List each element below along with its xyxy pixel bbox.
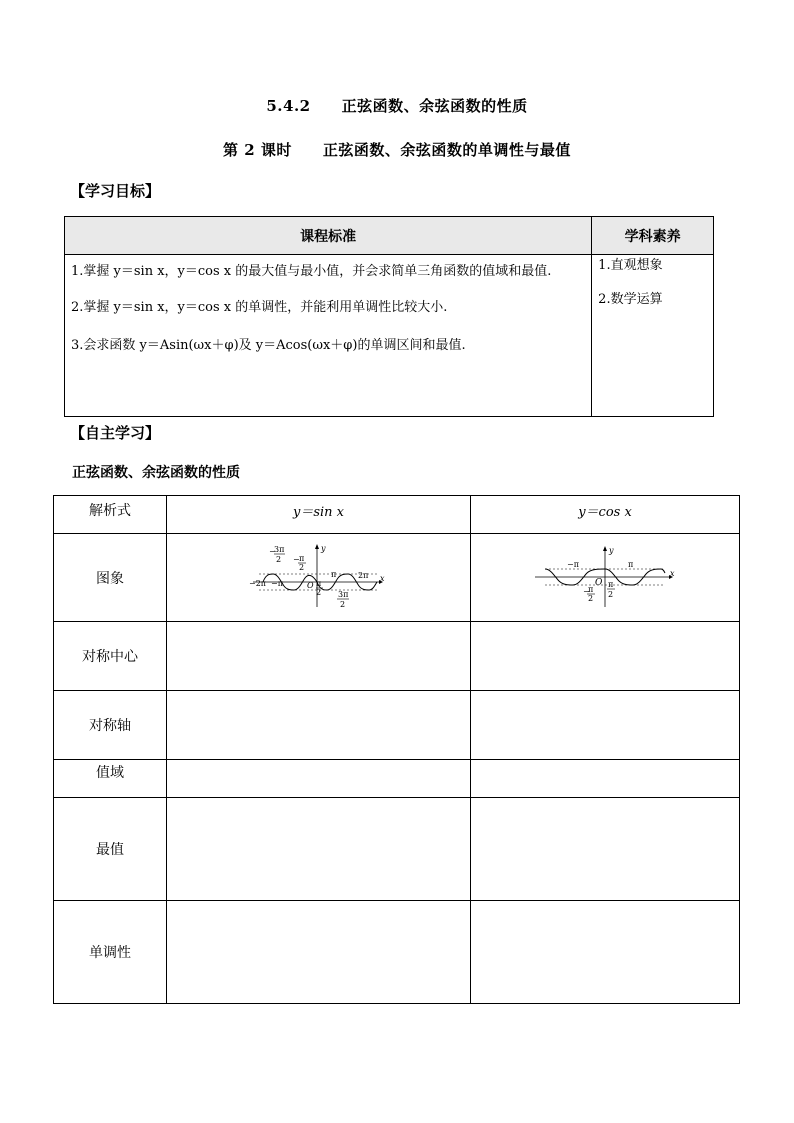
sin-graph-cell [167,534,471,622]
cos-range-cell[interactable] [471,760,740,798]
sin-expression: y＝sin x [167,496,471,534]
label-pi-2: π [608,579,614,589]
label-den: 2 [608,589,614,599]
subject-literacy-cell [592,255,714,417]
label-pi: π [628,559,634,569]
label-neg-sign: − [292,554,300,564]
label-neg-3pi: 3π [273,544,284,554]
row-label-axis: 对称轴 [54,691,167,760]
label-neg-pi-axis: −π [270,578,283,588]
y-arrow-icon [603,546,607,551]
sin-graph [249,541,389,611]
label-pi: π [330,569,336,579]
origin-label: O [595,577,603,588]
cos-axis-cell[interactable] [471,691,740,760]
y-label: y [609,545,614,555]
row-label-expression: 解析式 [54,496,167,534]
table-row [54,622,740,691]
course-standard-header: 课程标准 [65,217,592,255]
label-den: 2 [275,554,281,564]
label-den: 2 [339,599,345,609]
row-label-graph: 图象 [54,534,167,622]
label-neg-pi: −π [567,559,579,569]
sin-monotonic-cell[interactable] [167,901,471,1004]
y-label: y [320,543,326,553]
sin-center-cell[interactable] [167,622,471,691]
x-label: x [379,573,385,583]
properties-subheading: 正弦函数、余弦函数的性质 [72,465,240,481]
literacy-item-1: 1.直观想象 [598,258,663,273]
label-2pi: 2π [357,570,368,580]
label-3pi-2: 3π [337,589,348,599]
table-row [54,798,740,901]
course-standard-cell [65,255,592,417]
row-label-monotonic: 单调性 [54,901,167,1004]
standard-item-2: 2.掌握 y＝sin x，y＝cos x 的单调性，并能利用单调性比较大小. [71,300,448,315]
row-label-extreme: 最值 [54,798,167,901]
label-den: 2 [315,587,321,597]
x-label: x [670,568,675,578]
label-neg-pi-2: π [588,584,594,594]
cos-graph-cell [471,534,740,622]
label-den: 2 [298,562,304,572]
self-study-heading: 【自主学习】 [70,424,161,442]
page-subtitle: 第 2 课时 正弦函数、余弦函数的单调性与最值 [223,141,571,159]
subject-literacy-header: 学科素养 [592,217,714,255]
label-neg-sign: − [268,546,276,556]
label-pi-2: π [315,578,321,588]
y-arrow-icon [315,544,319,549]
row-label-range: 值域 [54,760,167,798]
label-neg-sign: − [583,586,590,596]
sin-axis-cell[interactable] [167,691,471,760]
standard-item-3: 3.会求函数 y＝Asin(ωx＋φ)及 y＝Acos(ωx＋φ)的单调区间和最值. [71,338,466,353]
learning-goals-table [64,216,714,417]
table-row [54,760,740,798]
table-row [54,496,740,534]
cos-center-cell[interactable] [471,622,740,691]
label-neg-2pi: −2π [248,578,266,588]
standard-item-1: 1.掌握 y＝sin x，y＝cos x 的最大值与最小值，并会求简单三角函数的值域和最值. [71,264,552,279]
cos-extreme-cell[interactable] [471,798,740,901]
label-neg-pi: π [298,553,304,563]
page-title: 5.4.2 正弦函数、余弦函数的性质 [266,97,528,115]
cos-graph [531,543,679,609]
cos-expression: y＝cos x [471,496,740,534]
sin-range-cell[interactable] [167,760,471,798]
table-row [54,691,740,760]
cos-monotonic-cell[interactable] [471,901,740,1004]
learning-goals-heading: 【学习目标】 [70,182,161,200]
literacy-item-2: 2.数学运算 [598,292,663,307]
sin-extreme-cell[interactable] [167,798,471,901]
table-row [54,901,740,1004]
table-row [54,534,740,622]
row-label-center: 对称中心 [54,622,167,691]
properties-table [53,495,740,1004]
label-den: 2 [588,593,594,603]
origin-label: O [306,580,314,590]
